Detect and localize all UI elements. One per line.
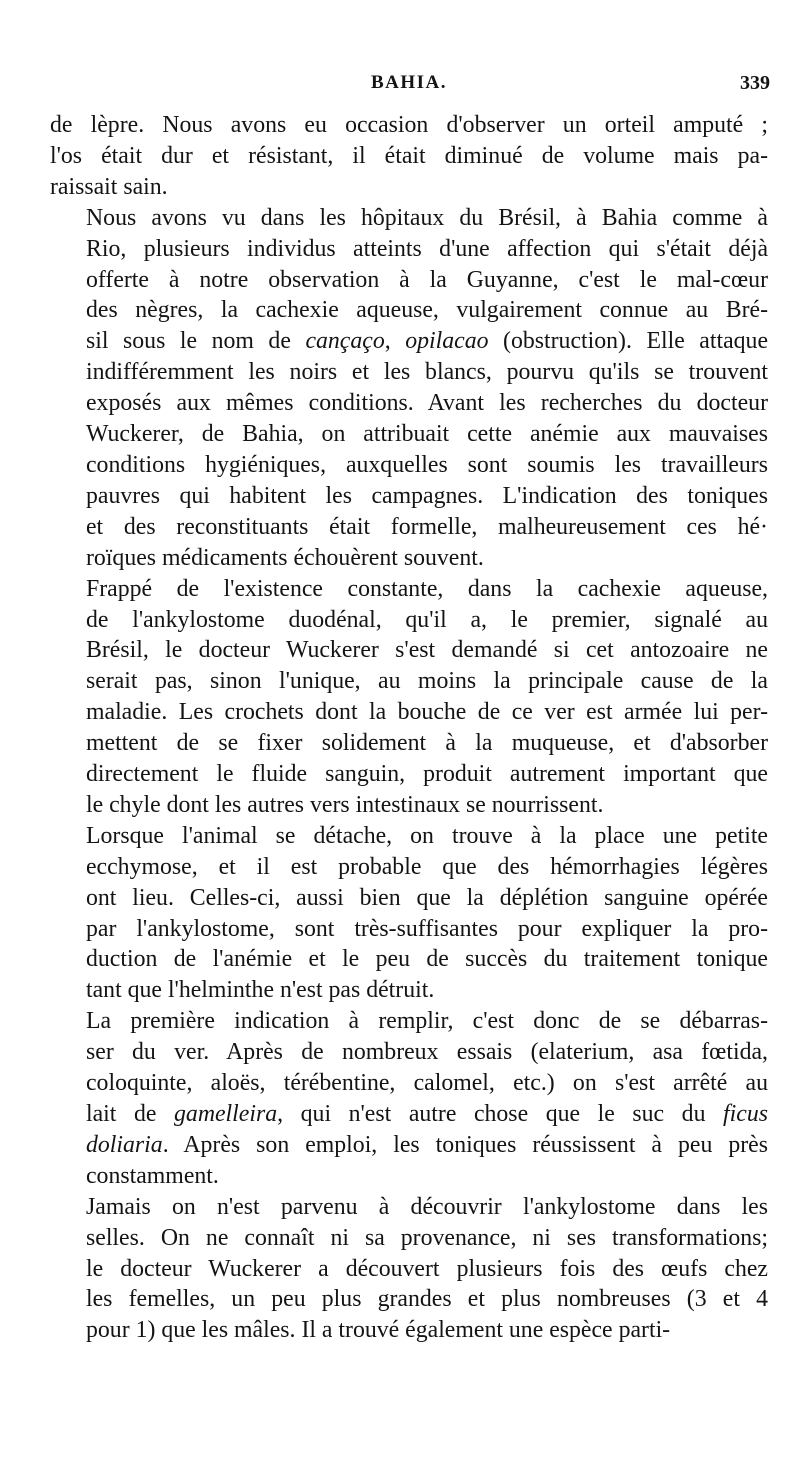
- text-line: pauvres qui habitent les campagnes. L'indication des toniques: [86, 482, 768, 509]
- text-line: des nègres, la cachexie aqueuse, vulgairement connue au Bré-: [86, 297, 768, 324]
- text-line: le docteur Wuckerer a découvert plusieurs fois des œufs chez: [86, 1255, 768, 1282]
- paragraph: [50, 574, 768, 821]
- text-line: de lèpre. Nous avons eu occasion d'observer un orteil amputé ;: [50, 112, 768, 138]
- text-line: exposés aux mêmes conditions. Avant les recherches du docteur: [86, 390, 768, 417]
- running-head: BAHIA.: [370, 72, 448, 93]
- text-line: Lorsque l'animal se détache, on trouve à la place une petite: [86, 822, 768, 849]
- text-line: de l'ankylostome duodénal, qu'il a, le premier, signalé au: [86, 606, 768, 633]
- text-line: par l'ankylostome, sont très-suffisantes pour expliquer la pro-: [86, 915, 768, 942]
- text-line: indifféremment les noirs et les blancs, pourvu qu'ils se trouvent: [86, 359, 768, 386]
- text-line: et des reconstituants était formelle, malheureusement ces hé·: [86, 513, 768, 540]
- italic-term: gamelleira: [174, 1101, 278, 1127]
- text-line: l'os était dur et résistant, il était diminué de volume mais pa-: [50, 142, 768, 169]
- paragraph: [50, 110, 768, 203]
- text-line: Frappé de l'existence constante, dans la cachexie aqueuse,: [86, 575, 768, 602]
- text-line: ecchymose, et il est probable que des hémorrhagies légères: [86, 853, 768, 880]
- text-line: serait pas, sinon l'unique, au moins la principale cause de la: [86, 668, 768, 695]
- italic-term: opilacao: [405, 328, 489, 355]
- text-line: raissait sain.: [50, 173, 168, 200]
- text-line: doliaria. Après son emploi, les toniques réussissent à peu près: [86, 1131, 768, 1158]
- text-line: selles. On ne connaît ni sa provenance, ni ses transformations;: [86, 1224, 768, 1251]
- page-number: 339: [740, 72, 770, 94]
- text-line: offerte à notre observation à la Guyanne, c'est le mal-cœur: [86, 266, 768, 293]
- paragraph: [50, 203, 768, 574]
- text-line: Wuckerer, de Bahia, on attribuait cette anémie aux mauvaises: [86, 421, 768, 448]
- paragraph: [50, 1006, 768, 1191]
- text-line: roïques médicaments échouèrent souvent.: [86, 544, 484, 571]
- italic-term: doliaria: [86, 1131, 163, 1158]
- text-line: coloquinte, aloës, térébentine, calomel, etc.) on s'est arrêté au: [86, 1070, 768, 1097]
- text-line: Jamais on n'est parvenu à découvrir l'ankylostome dans les: [86, 1193, 768, 1220]
- italic-term: ficus: [723, 1101, 768, 1127]
- text-line: ser du ver. Après de nombreux essais (elaterium, asa fœtida,: [86, 1039, 768, 1066]
- body-text: [50, 110, 768, 1346]
- italic-term: cançaço: [305, 328, 385, 355]
- text-line: mettent de se fixer solidement à la muqueuse, et d'absorber: [86, 730, 768, 757]
- text-line: constamment.: [86, 1162, 219, 1189]
- text-line: tant que l'helminthe n'est pas détruit.: [86, 977, 435, 1004]
- text-line: Brésil, le docteur Wuckerer s'est demandé si cet antozoaire ne: [86, 637, 768, 664]
- text-line: le chyle dont les autres vers intestinaux se nourrissent.: [86, 791, 604, 818]
- text-line: duction de l'anémie et le peu de succès du traitement tonique: [86, 946, 768, 973]
- text-line: La première indication à remplir, c'est donc de se débarras-: [86, 1008, 768, 1035]
- text-line: Nous avons vu dans les hôpitaux du Brésil, à Bahia comme à: [86, 204, 768, 231]
- text-line: sil sous le nom de cançaço, opilacao (obstruction). Elle attaque: [86, 328, 769, 355]
- text-line: pour 1) que les mâles. Il a trouvé également une espèce parti-: [86, 1317, 671, 1344]
- text-line: lait de gamelleira, qui n'est autre chose que le suc du ficus: [86, 1101, 768, 1127]
- text-line: maladie. Les crochets dont la bouche de ce ver est armée lui per-: [86, 699, 768, 726]
- text-line: les femelles, un peu plus grandes et plus nombreuses (3 et 4: [86, 1286, 768, 1313]
- text-line: conditions hygiéniques, auxquelles sont soumis les travailleurs: [86, 451, 768, 478]
- text-line: Rio, plusieurs individus atteints d'une affection qui s'était déjà: [86, 235, 768, 262]
- page-header: [48, 72, 770, 102]
- text-line: directement le fluide sanguin, produit autrement important que: [86, 761, 768, 788]
- text-line: ont lieu. Celles-ci, aussi bien que la déplétion sanguine opérée: [86, 884, 768, 911]
- paragraph: [50, 1192, 768, 1347]
- paragraph: [50, 821, 768, 1006]
